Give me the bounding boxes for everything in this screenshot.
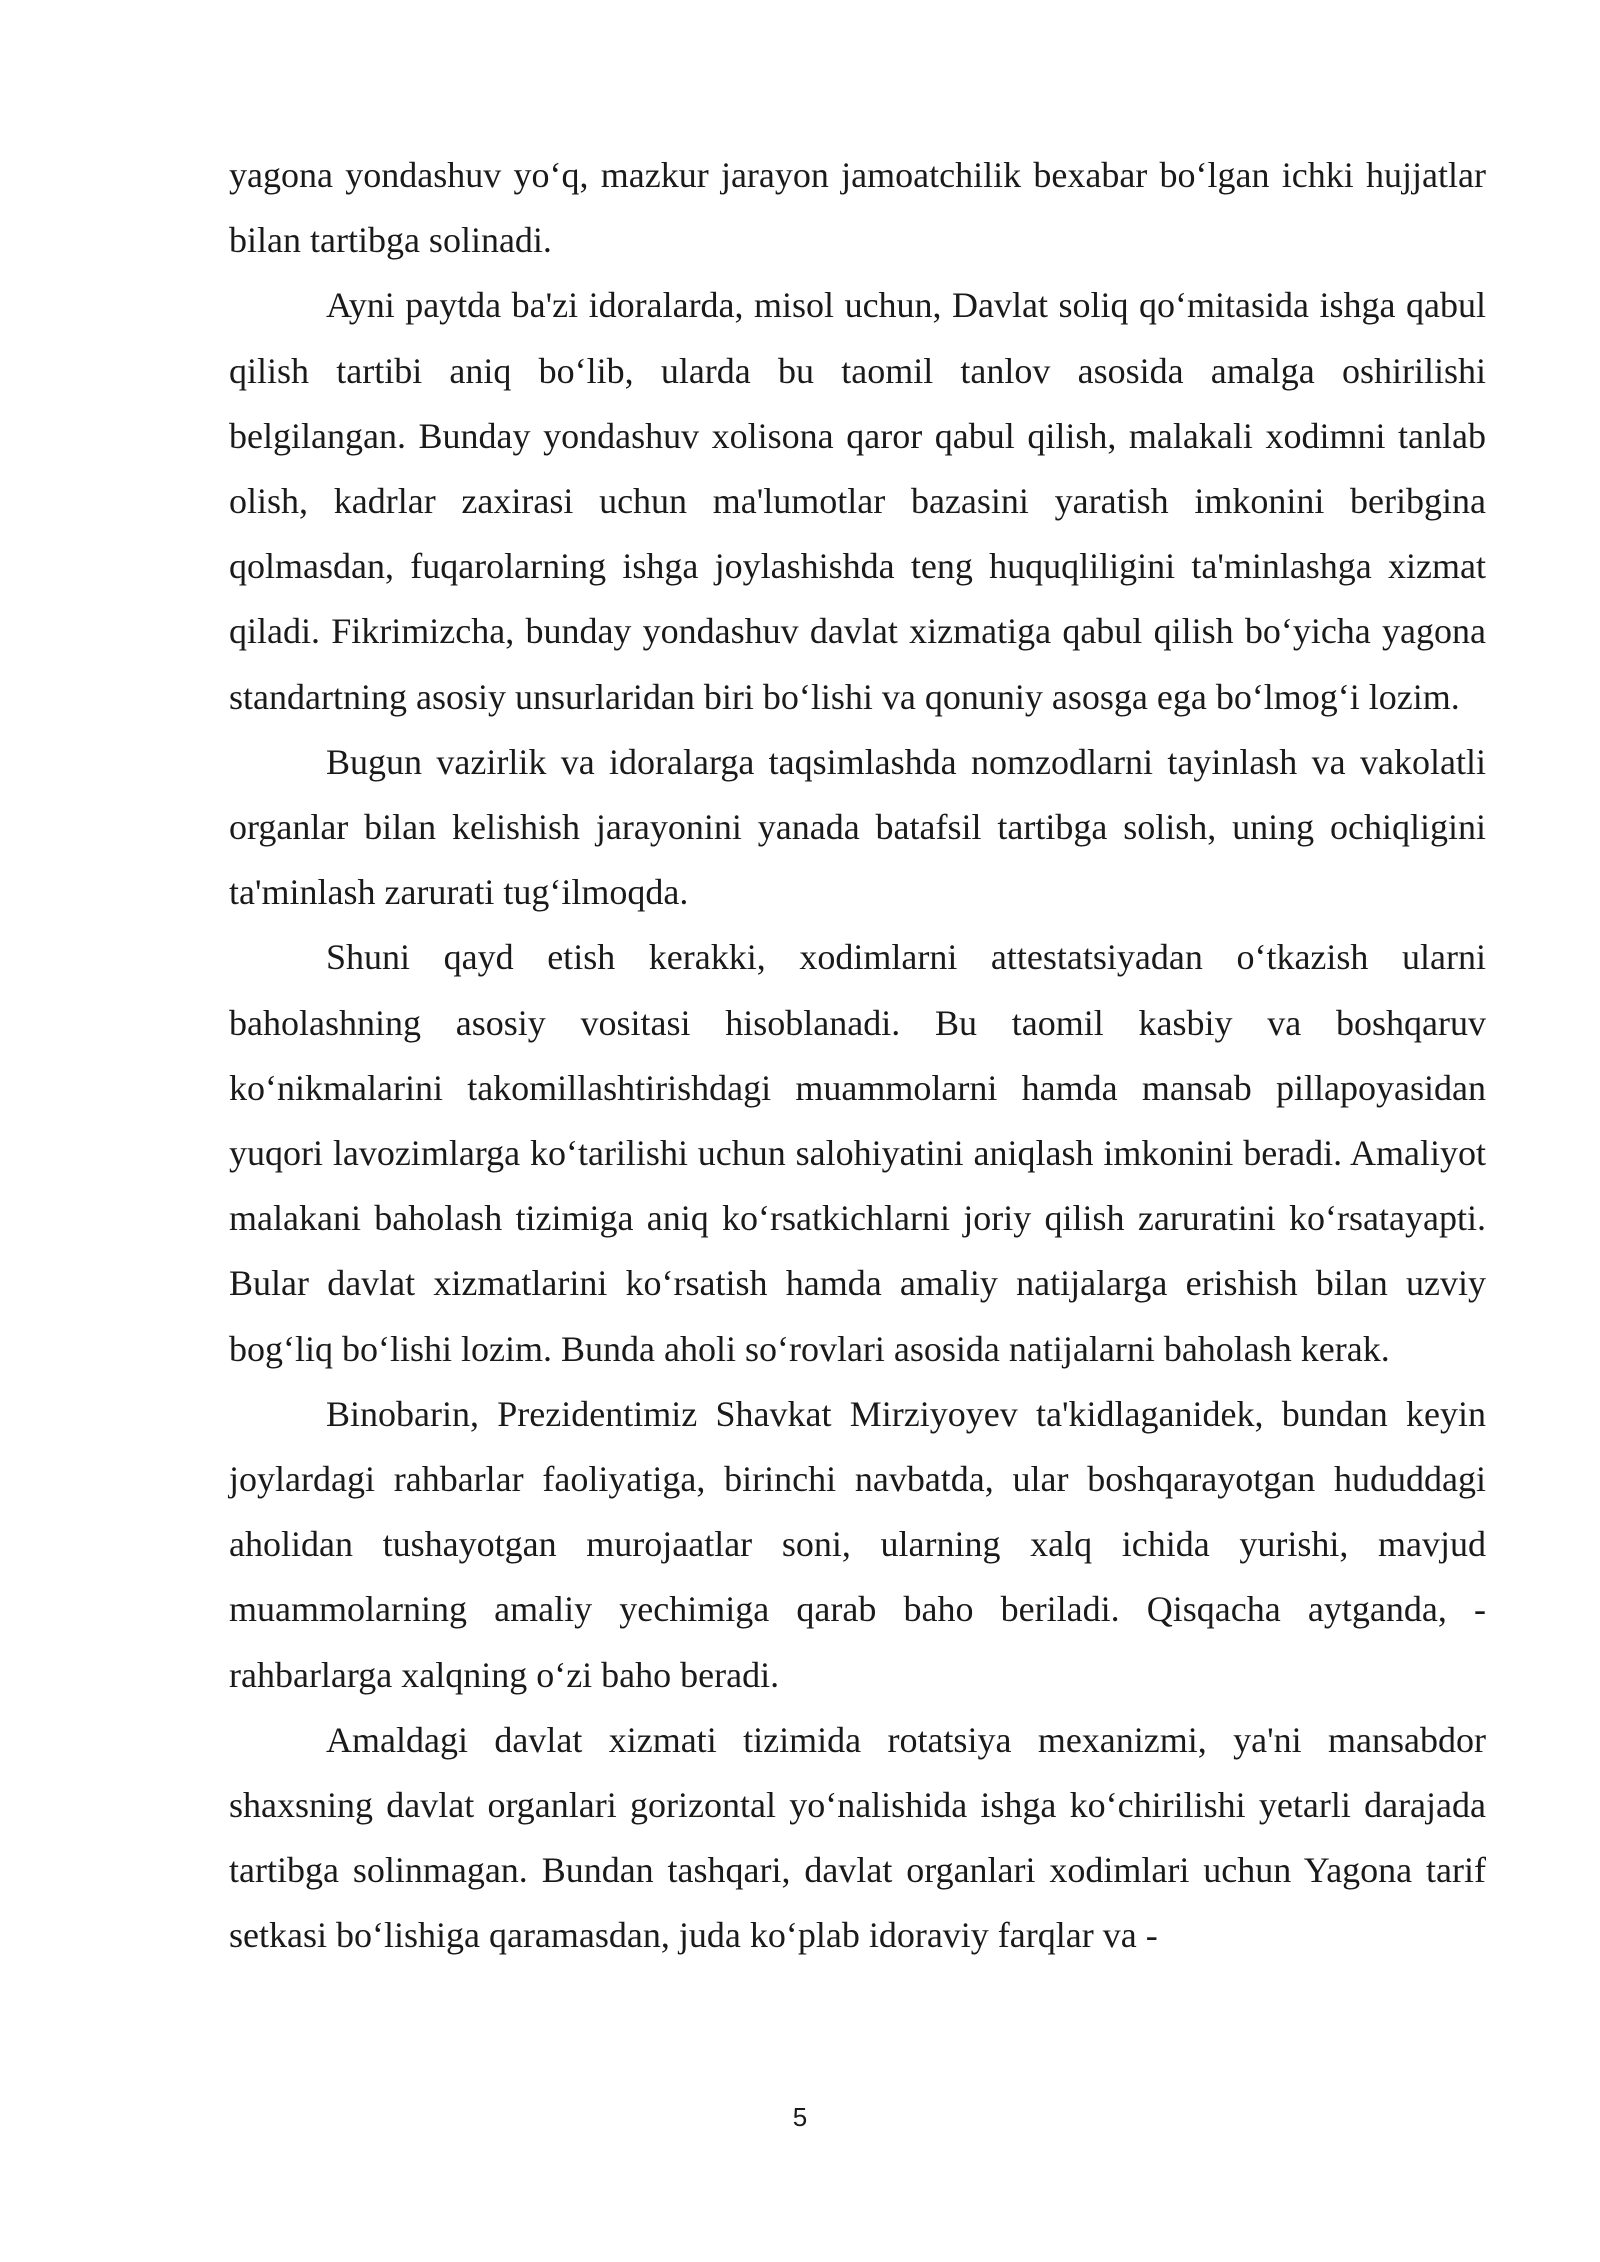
paragraph-rahbarlar-faoliyati: Binobarin, Prezidentimiz Shavkat Mirziyoyev ta'kidlaganidek, bundan keyin joylardagi rahbarlar faoliyatiga, birinchi navbatda, ular boshqarayotgan hududdagi aholidan tushayotgan murojaatlar soni, ularning xalq ichida yurishi, mavjud muammolarning amaliy yechimiga qarab baho beriladi. Qisqacha aytganda, - rahbarlarga xalqning o‘zi baho beradi. [229, 1393, 1486, 1695]
paragraph-nomzodlarni-tayinlash: Bugun vazirlik va idoralarga taqsimlashda nomzodlarni tayinlash va vakolatli organlar bilan kelishish jarayonini yanada batafsil tartibga solish, uning ochiqligini ta'minlash zarurati tug‘ilmoqda. [229, 741, 1486, 913]
document-body [229, 143, 1486, 1969]
page-number: 5 [792, 2102, 808, 2132]
paragraph-soliq-qomitasi: Ayni paytda ba'zi idoralarda, misol uchun, Davlat soliq qo‘mitasida ishga qabul qilish tartibi aniq bo‘lib, ularda bu taomil tanlov asosida amalga oshirilishi belgilangan. Bunday yondashuv xolisona qaror qabul qilish, malakali xodimni tanlab olish, kadrlar zaxirasi uchun ma'lumotlar bazasini yaratish imkonini beribgina qolmasdan, fuqarolarning ishga joylashishda teng huquqliligini ta'minlashga xizmat qiladi. Fikrimizcha, bunday yondashuv davlat xizmatiga qabul qilish bo‘yicha yagona standartning asosiy unsurlaridan biri bo‘lishi va qonuniy asosga ega bo‘lmog‘i lozim. [229, 285, 1486, 717]
paragraph-rotatsiya: Amaldagi davlat xizmati tizimida rotatsiya mexanizmi, ya'ni mansabdor shaxsning davlat organlari gorizontal yo‘nalishida ishga ko‘chirilishi yetarli darajada tartibga solinmagan. Bundan tashqari, davlat organlari xodimlari uchun Yagona tarif setkasi bo‘lishiga qaramasdan, juda ko‘plab idoraviy farqlar va - [229, 1719, 1486, 1956]
paragraph-continuation: yagona yondashuv yo‘q, mazkur jarayon jamoatchilik bexabar bo‘lgan ichki hujjatlar bilan tartibga solinadi. [229, 155, 1486, 261]
paragraph-attestatsiya: Shuni qayd etish kerakki, xodimlarni attestatsiyadan o‘tkazish ularni baholashning asosiy vositasi hisoblanadi. Bu taomil kasbiy va boshqaruv ko‘nikmalarini takomillashtirishdagi muammolarni hamda mansab pillapoyasidan yuqori lavozimlarga ko‘tarilishi uchun salohiyatini aniqlash imkonini beradi. Amaliyot malakani baholash tizimiga aniq ko‘rsatkichlarni joriy qilish zaruratini ko‘rsatayapti. Bular davlat xizmatlarini ko‘rsatish hamda amaliy natijalarga erishish bilan uzviy bog‘liq bo‘lishi lozim. Bunda aholi so‘rovlari asosida natijalarni baholash kerak. [229, 937, 1486, 1369]
